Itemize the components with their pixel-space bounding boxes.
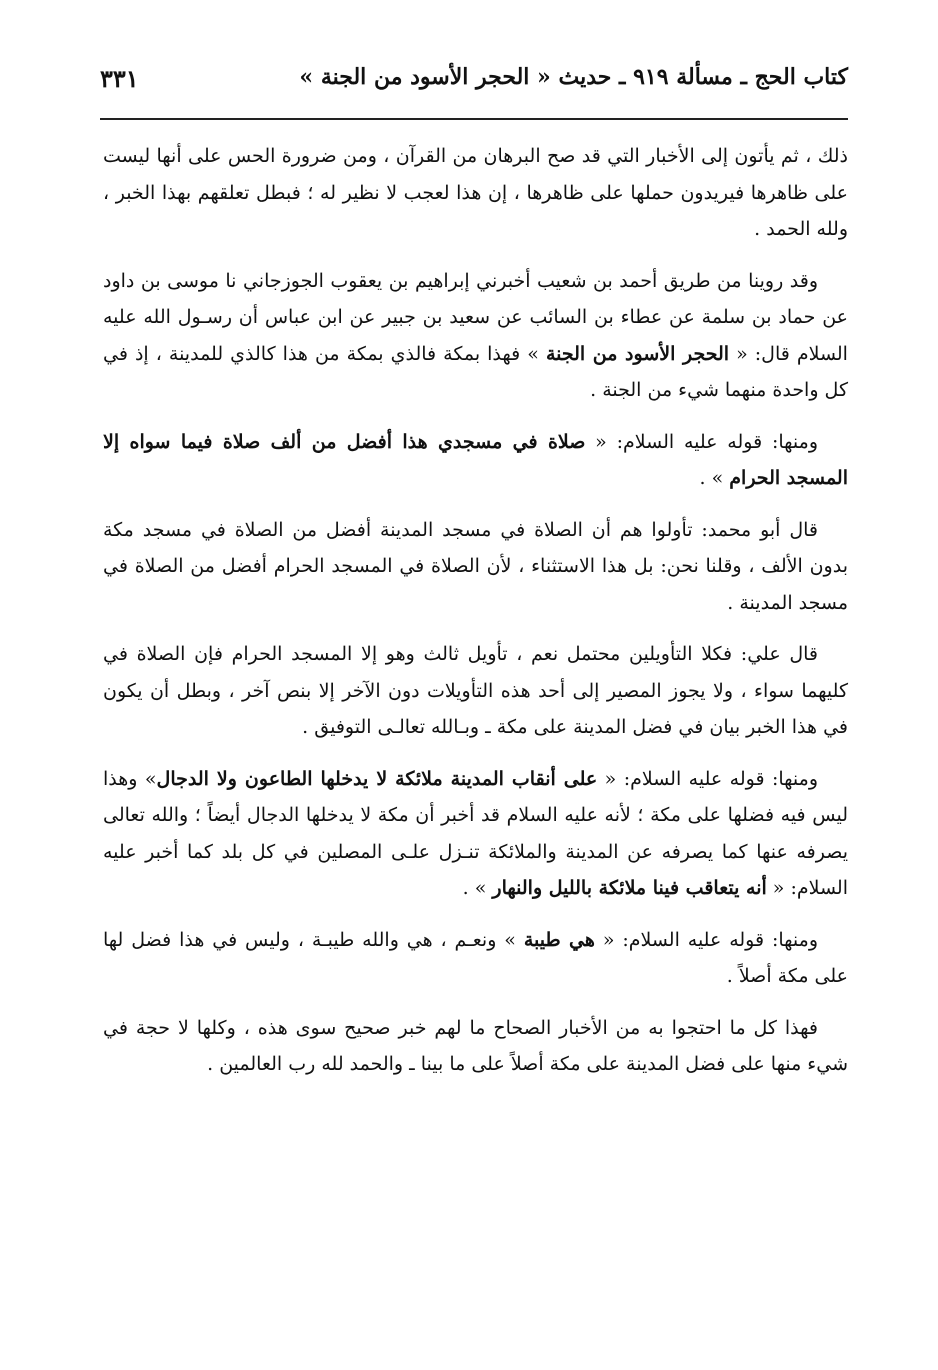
paragraph xyxy=(103,512,848,622)
page-number: ٣٣١ xyxy=(100,64,139,93)
paragraph-text: وقد روينا من طريق أحمد بن شعيب أخبرني إبراهيم بن يعقوب الجوزجاني نا موسى بن داود عن حماد بن سلمة عن عطاء بن السائب عن سعيد بن جبير عن ابن عباس أن رسـول الله عليه السلام قال: « xyxy=(103,269,848,365)
paragraph xyxy=(103,761,848,907)
hadith-quote: صلاة في مسجدي هذا أفضل من ألف صلاة فيما سواه إلا المسجد الحرام xyxy=(103,430,848,489)
paragraph-text: ومنها: قوله عليه السلام: « xyxy=(585,430,819,453)
running-title: كتاب الحج ـ مسألة ٩١٩ ـ حديث « الحجر الأسود من الجنة » xyxy=(299,64,848,90)
paragraph-text: فهذا كل ما احتجوا به من الأخبار الصحاح ما لهم خبر صحيح سوى هذه ، وكلها لا حجة في شيء منها على فضل المدينة على مكة أصلاً على ما بينا ـ والحمد لله رب العالمين . xyxy=(103,1016,848,1075)
hadith-quote: أنه يتعاقب فينا ملائكة بالليل والنهار xyxy=(492,877,767,899)
paragraph-text: » . xyxy=(699,467,730,489)
paragraph xyxy=(103,138,848,248)
paragraph xyxy=(103,636,848,746)
paragraph xyxy=(103,424,848,497)
header-rule xyxy=(100,118,848,120)
paragraph xyxy=(103,1010,848,1083)
page-body xyxy=(103,138,848,1098)
paragraph-text: ومنها: قوله عليه السلام: « xyxy=(594,928,819,951)
paragraph-text: قال أبو محمد: تأولوا هم أن الصلاة في مسجد المدينة أفضل من الصلاة في مسجد مكة بدون الألف ، وقلنا نحن: بل هذا الاستثناء ، لأن الصلاة في المسجد الحرام أفضل من الصلاة في مسجد المدينة . xyxy=(103,518,848,614)
hadith-quote: على أنقاب المدينة ملائكة لا يدخلها الطاعون ولا الدجال xyxy=(156,767,598,790)
paragraph xyxy=(103,922,848,995)
hadith-quote: هي طيبة xyxy=(523,928,595,951)
paragraph-text: » ونعـم ، هي والله طيبـة ، وليس في هذا فضل لها على مكة أصلاً . xyxy=(103,928,848,987)
paragraph-text: » . xyxy=(462,877,493,899)
page-header xyxy=(100,62,848,102)
paragraph-text: » فهذا بمكة فالذي بمكة من هذا كالذي للمدينة ، إذ في كل واحدة منهما شيء من الجنة . xyxy=(103,342,848,401)
paragraph-text: » وهذا ليس فيه فضلها على مكة ؛ لأنه عليه السلام قد أخبر أن مكة لا يدخلها الدجال أيضاً ؛ والله تعالى يصرفه عنها كما يصرفه عن المدينة والملائكة تنـزل علـى المصلين في كل بلد كما أخبر عليه السلام: « xyxy=(103,767,848,899)
paragraph xyxy=(103,263,848,409)
paragraph-text: ومنها: قوله عليه السلام: « xyxy=(597,767,818,790)
paragraph-text: قال علي: فكلا التأويلين محتمل نعم ، تأويل ثالث وهو إلا المسجد الحرام فإن الصلاة في كليهما سواء ، ولا يجوز المصير إلى أحد هذه التأويلات دون الآخر إلا بنص آخر ، وبطل أن يكون في هذا الخبر بيان في فضل المدينة على مكة ـ وبـالله تعالـى التوفيق . xyxy=(103,643,848,738)
paragraph-text: ذلك ، ثم يأتون إلى الأخبار التي قد صح البرهان من القرآن ، ومن ضرورة الحس على أنها ليست على ظاهرها فيريدون حملها على ظاهرها ، إن هذا لعجب لا نظير له ؛ فبطل تعلقهم بهذا الخبر ، ولله الحمد . xyxy=(103,145,848,240)
hadith-quote: الحجر الأسود من الجنة xyxy=(545,342,730,365)
